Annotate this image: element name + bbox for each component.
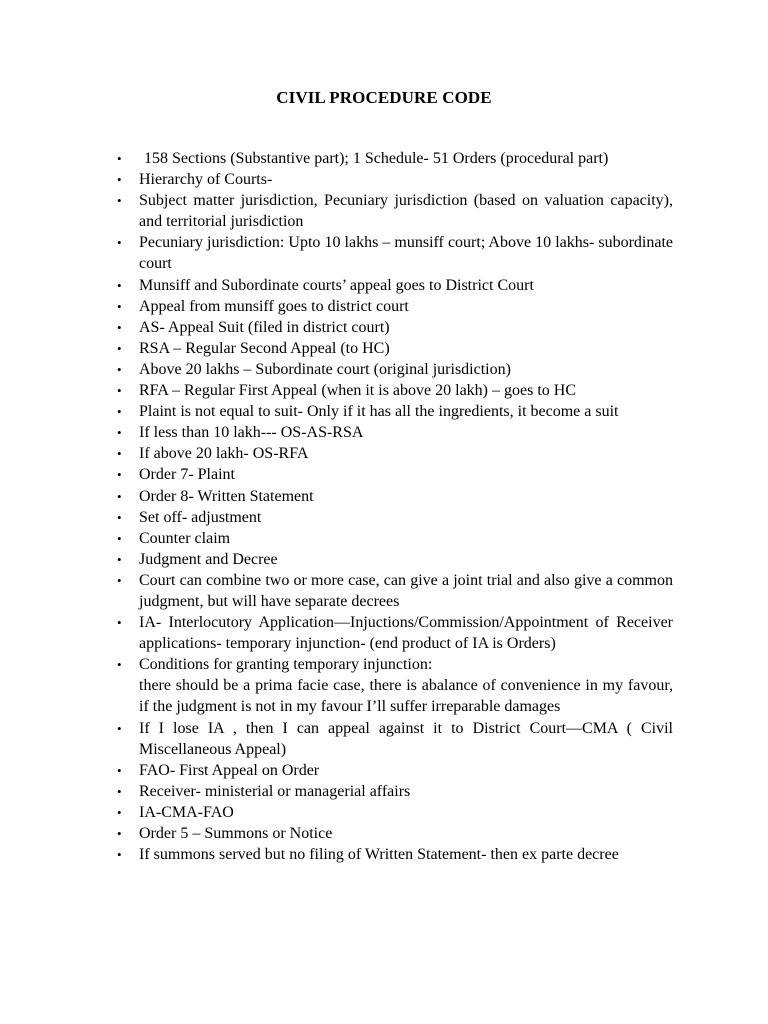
bullet-icon: • <box>117 720 122 736</box>
list-item-text: Munsiff and Subordinate courts’ appeal goes to District Court <box>139 276 534 294</box>
list-item <box>117 359 673 380</box>
bullet-icon: • <box>117 467 122 483</box>
list-item <box>117 148 673 169</box>
list-item <box>117 296 673 317</box>
list-item <box>117 401 673 422</box>
list-item <box>117 781 673 802</box>
bullet-icon: • <box>117 404 122 420</box>
list-item-text: Pecuniary jurisdiction: Upto 10 lakhs – munsiff court; Above 10 lakhs- subordinate court <box>139 234 673 273</box>
bullet-icon: • <box>117 488 122 504</box>
list-item <box>117 549 673 570</box>
list-item-text: Subject matter jurisdiction, Pecuniary jurisdiction (based on valuation capacity), and territorial jurisdiction <box>139 192 673 231</box>
list-item-text: IA- Interlocutory Application—Injuctions/Commission/Appointment of Receiver applications- temporary injunction- (end product of IA is Orders) <box>139 614 673 653</box>
list-item <box>117 190 673 232</box>
list-item-text: RFA – Regular First Appeal (when it is above 20 lakh) – goes to HC <box>139 382 576 400</box>
list-item-text: AS- Appeal Suit (filed in district court) <box>139 318 390 336</box>
list-item-text: Order 5 – Summons or Notice <box>139 825 333 842</box>
list-item <box>117 718 673 760</box>
list-item-text: RSA – Regular Second Appeal (to HC) <box>139 339 390 357</box>
list-item <box>117 654 673 717</box>
bullet-icon: • <box>117 826 122 841</box>
bullet-icon: • <box>117 277 122 293</box>
list-item <box>117 464 673 485</box>
list-item-text: If less than 10 lakh--- OS-AS-RSA <box>139 424 364 442</box>
list-item-text: If above 20 lakh- OS-RFA <box>139 445 309 463</box>
list-item-text: Above 20 lakhs – Subordinate court (original jurisdiction) <box>139 360 511 378</box>
list-item <box>117 380 673 401</box>
list-item <box>117 760 673 781</box>
bullet-icon: • <box>117 783 122 799</box>
list-item <box>117 802 673 823</box>
document-title: CIVIL PROCEDURE CODE <box>276 88 492 107</box>
list-item-text: Order 7- Plaint <box>139 466 235 484</box>
bullet-icon: • <box>117 151 122 166</box>
bullet-icon: • <box>117 615 122 631</box>
list-item-text: Set off- adjustment <box>139 508 262 526</box>
list-item <box>117 507 673 528</box>
bullet-icon: • <box>117 319 122 335</box>
list-item-text: Judgment and Decree <box>139 550 278 568</box>
list-item <box>117 528 673 549</box>
list-item-text: Receiver- ministerial or managerial affairs <box>139 782 411 800</box>
list-item-text: If I lose IA , then I can appeal against it to District Court—CMA ( Civil Miscellaneous Appeal) <box>139 719 673 758</box>
list-item <box>117 422 673 443</box>
list-item <box>117 486 673 507</box>
list-item-text: Plaint is not equal to suit- Only if it has all the ingredients, it become a suit <box>139 403 619 421</box>
bullet-icon: • <box>117 804 122 820</box>
list-item <box>117 317 673 338</box>
list-item-text: 158 Sections (Substantive part); 1 Schedule- 51 Orders (procedural part) <box>144 150 609 167</box>
bullet-icon: • <box>117 193 122 209</box>
list-item <box>117 612 673 654</box>
list-item-text: FAO- First Appeal on Order <box>139 761 320 779</box>
list-item <box>117 338 673 359</box>
bullet-icon: • <box>117 446 122 462</box>
list-item <box>117 443 673 464</box>
list-item <box>117 169 673 190</box>
bullet-icon: • <box>117 172 122 188</box>
bullet-icon: • <box>117 383 122 399</box>
bullet-icon: • <box>117 509 122 525</box>
list-item <box>117 275 673 296</box>
bullet-icon: • <box>117 530 122 546</box>
list-item-text: Hierarchy of Courts- <box>139 171 273 189</box>
list-item <box>117 823 673 844</box>
bullet-list <box>117 148 673 865</box>
list-item-text: Order 8- Written Statement <box>139 487 314 505</box>
bullet-icon: • <box>117 572 122 588</box>
list-item <box>117 570 673 612</box>
list-item-text: Appeal from munsiff goes to district court <box>139 297 409 315</box>
bullet-icon: • <box>117 235 122 251</box>
bullet-icon: • <box>117 298 122 314</box>
bullet-icon: • <box>117 340 122 356</box>
list-item-text: IA-CMA-FAO <box>139 803 234 821</box>
list-item <box>117 232 673 274</box>
bullet-icon: • <box>117 762 122 778</box>
list-item <box>117 844 673 865</box>
list-item-text: Conditions for granting temporary injunction: there should be a prima facie case, there is abalance of convenience in my favour, if the judgment is not in my favour I’ll suffer irreparable damages <box>139 656 673 716</box>
list-item-text: If summons served but no filing of Written Statement- then ex parte decree <box>139 846 619 864</box>
bullet-icon: • <box>117 847 122 863</box>
bullet-icon: • <box>117 361 122 377</box>
bullet-icon: • <box>117 551 122 567</box>
bullet-icon: • <box>117 425 122 441</box>
list-item-text: Court can combine two or more case, can give a joint trial and also give a common judgment, but will have separate decrees <box>139 571 673 610</box>
list-item-text: Counter claim <box>139 529 231 547</box>
bullet-icon: • <box>117 657 122 673</box>
